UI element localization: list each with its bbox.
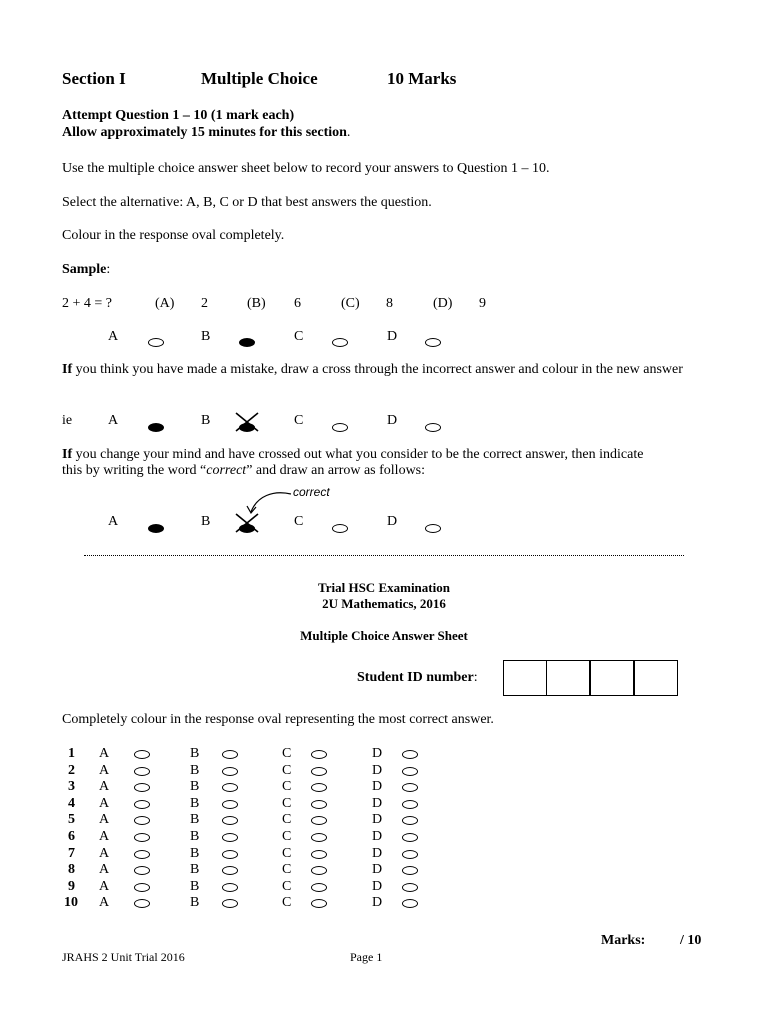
- option-letter: C: [282, 862, 292, 878]
- response-oval[interactable]: [311, 800, 327, 809]
- page-number: Page 1: [350, 950, 383, 964]
- oval-d: [425, 418, 441, 436]
- response-oval[interactable]: [222, 883, 238, 892]
- option-letter: B: [190, 829, 200, 844]
- letter-b: B: [201, 514, 211, 529]
- option-letter: C: [282, 845, 292, 861]
- sample-option-key: (B): [247, 296, 266, 311]
- question-number: 6: [68, 829, 75, 844]
- answer-row: [0, 812, 768, 829]
- instruction-1: Use the multiple choice answer sheet below to record your answers to Question 1 – 10.: [62, 161, 550, 176]
- option-letter: D: [372, 746, 383, 761]
- response-oval[interactable]: [311, 767, 327, 776]
- response-oval[interactable]: [311, 783, 327, 792]
- option-letter: C: [282, 746, 292, 761]
- response-oval[interactable]: [134, 767, 150, 776]
- option-letter: B: [190, 795, 200, 811]
- question-number: 3: [68, 779, 75, 795]
- option-letter: C: [282, 829, 292, 844]
- mistake-if: If: [62, 362, 73, 377]
- option-letter: A: [99, 845, 110, 861]
- option-letter: B: [190, 812, 200, 828]
- question-number: 5: [68, 812, 75, 828]
- letter-a: A: [108, 413, 119, 428]
- student-id-box-1[interactable]: [503, 660, 547, 696]
- response-oval[interactable]: [402, 883, 418, 892]
- answer-row: [0, 895, 768, 912]
- oval-d: [425, 333, 441, 351]
- response-oval[interactable]: [402, 800, 418, 809]
- response-oval[interactable]: [222, 783, 238, 792]
- mistake-text: you think you have made a mistake, draw a cross through the incorrect answer and colour in the new answer: [72, 362, 683, 377]
- letter-c: C: [294, 329, 304, 344]
- option-letter: A: [99, 829, 110, 844]
- question-number: 8: [68, 862, 75, 878]
- option-letter: D: [372, 762, 383, 778]
- sample-option-value: 8: [386, 296, 393, 311]
- option-letter: B: [190, 762, 200, 778]
- letter-d: D: [387, 514, 398, 529]
- response-oval[interactable]: [311, 899, 327, 908]
- change-text-1: you change your mind and have crossed out what you consider to be the correct answer, then indicate: [72, 447, 644, 462]
- cross-icon: [234, 412, 260, 432]
- response-oval[interactable]: [402, 783, 418, 792]
- attempt-text: Attempt Question 1 – 10 (1 mark each): [62, 108, 295, 123]
- instruction-3: Colour in the response oval completely.: [62, 228, 285, 243]
- response-oval[interactable]: [222, 850, 238, 859]
- option-letter: A: [99, 812, 110, 828]
- response-oval[interactable]: [134, 750, 150, 759]
- student-id-label: Student ID number:: [357, 670, 478, 685]
- answer-instruction: Completely colour in the response oval representing the most correct answer.: [62, 712, 494, 727]
- option-letter: D: [372, 895, 383, 911]
- oval-c: [332, 519, 348, 537]
- mistake-paragraph: [62, 362, 722, 378]
- marks-label: Marks:: [601, 933, 646, 948]
- option-letter: A: [99, 862, 110, 878]
- letter-a: A: [108, 329, 119, 344]
- answer-row: [0, 796, 768, 813]
- option-letter: B: [190, 746, 200, 761]
- sample-option-value: 9: [479, 296, 486, 311]
- change-text-2a: this by writing the word “: [62, 463, 207, 478]
- answer-row: [0, 746, 768, 763]
- response-oval[interactable]: [402, 750, 418, 759]
- letter-c: C: [294, 514, 304, 529]
- allow-text: Allow approximately 15 minutes for this section: [62, 125, 347, 140]
- response-oval[interactable]: [222, 800, 238, 809]
- instruction-2: Select the alternative: A, B, C or D that best answers the question.: [62, 195, 432, 210]
- letter-b: B: [201, 329, 211, 344]
- response-oval[interactable]: [222, 816, 238, 825]
- option-letter: B: [190, 895, 200, 911]
- sample-option-value: 2: [201, 296, 208, 311]
- response-oval[interactable]: [402, 899, 418, 908]
- allow-line: Allow approximately 15 minutes for this section.: [62, 125, 351, 140]
- section-label: Section I: [62, 69, 126, 88]
- response-oval[interactable]: [222, 899, 238, 908]
- response-oval[interactable]: [134, 883, 150, 892]
- option-letter: D: [372, 812, 383, 828]
- response-oval[interactable]: [311, 833, 327, 842]
- exam-subtitle: 2U Mathematics, 2016: [322, 596, 446, 611]
- oval-a-filled: [148, 519, 164, 537]
- student-id-box-2[interactable]: [546, 660, 590, 696]
- response-oval[interactable]: [134, 850, 150, 859]
- response-oval[interactable]: [311, 866, 327, 875]
- oval-a: [148, 333, 164, 351]
- option-letter: B: [190, 779, 200, 795]
- answer-row: [0, 763, 768, 780]
- option-letter: D: [372, 878, 383, 894]
- response-oval[interactable]: [311, 750, 327, 759]
- oval-c: [332, 418, 348, 436]
- response-oval[interactable]: [402, 767, 418, 776]
- question-number: 1: [68, 746, 75, 761]
- option-letter: D: [372, 845, 383, 861]
- change-line-2: [62, 463, 425, 479]
- question-number: 4: [68, 795, 75, 811]
- footer-exam-code: JRAHS 2 Unit Trial 2016: [62, 950, 185, 964]
- response-oval[interactable]: [134, 800, 150, 809]
- sample-heading: Sample:: [62, 262, 111, 277]
- question-number: 9: [68, 878, 75, 894]
- answer-row: [0, 779, 768, 796]
- letter-a: A: [108, 514, 119, 529]
- option-letter: D: [372, 795, 383, 811]
- option-letter: C: [282, 878, 292, 894]
- question-number: 10: [64, 895, 78, 911]
- response-oval[interactable]: [134, 783, 150, 792]
- option-letter: B: [190, 845, 200, 861]
- response-oval[interactable]: [134, 816, 150, 825]
- option-letter: A: [99, 746, 110, 761]
- response-oval[interactable]: [222, 866, 238, 875]
- letter-d: D: [387, 329, 398, 344]
- option-letter: C: [282, 895, 292, 911]
- change-text-2c: ” and draw an arrow as follows:: [246, 463, 426, 478]
- student-id-box-3[interactable]: [590, 660, 634, 696]
- oval-a-filled: [148, 418, 164, 436]
- response-oval[interactable]: [402, 833, 418, 842]
- answer-sheet-title: Multiple Choice Answer Sheet: [300, 628, 468, 643]
- answer-row: [0, 846, 768, 863]
- response-oval[interactable]: [222, 833, 238, 842]
- response-oval[interactable]: [222, 750, 238, 759]
- option-letter: A: [99, 795, 110, 811]
- option-letter: D: [372, 862, 383, 878]
- cut-line-divider: [84, 555, 684, 556]
- option-letter: D: [372, 829, 383, 844]
- letter-d: D: [387, 413, 398, 428]
- option-letter: D: [372, 779, 383, 795]
- section-marks: 10 Marks: [387, 69, 457, 88]
- sample-label: Sample: [62, 262, 107, 277]
- marks-value: / 10: [680, 933, 702, 948]
- oval-d: [425, 519, 441, 537]
- sample-option-key: (A): [155, 296, 175, 311]
- correct-annotation: correct: [293, 485, 330, 499]
- response-oval[interactable]: [222, 767, 238, 776]
- response-oval[interactable]: [402, 866, 418, 875]
- oval-c: [332, 333, 348, 351]
- change-if: If: [62, 447, 73, 462]
- option-letter: C: [282, 812, 292, 828]
- option-letter: A: [99, 895, 110, 911]
- option-letter: B: [190, 878, 200, 894]
- answer-row: [0, 879, 768, 896]
- response-oval[interactable]: [134, 833, 150, 842]
- sample-option-value: 6: [294, 296, 301, 311]
- question-number: 2: [68, 762, 75, 778]
- response-oval[interactable]: [311, 816, 327, 825]
- response-oval[interactable]: [311, 850, 327, 859]
- letter-b: B: [201, 413, 211, 428]
- option-letter: A: [99, 779, 110, 795]
- sample-option-key: (D): [433, 296, 453, 311]
- student-id-box-4[interactable]: [634, 660, 678, 696]
- response-oval[interactable]: [402, 816, 418, 825]
- ie-label: ie: [62, 413, 73, 428]
- question-number: 7: [68, 845, 75, 861]
- letter-c: C: [294, 413, 304, 428]
- oval-b-filled: [239, 333, 255, 351]
- change-line-1: [62, 447, 643, 463]
- option-letter: C: [282, 779, 292, 795]
- exam-title: Trial HSC Examination: [318, 580, 450, 595]
- change-correct-word: correct: [206, 463, 247, 478]
- response-oval[interactable]: [402, 850, 418, 859]
- option-letter: C: [282, 795, 292, 811]
- sample-option-key: (C): [341, 296, 360, 311]
- option-letter: B: [190, 862, 200, 878]
- option-letter: A: [99, 878, 110, 894]
- answer-row: [0, 829, 768, 846]
- sample-question: 2 + 4 = ?: [62, 296, 113, 311]
- answer-row: [0, 862, 768, 879]
- option-letter: A: [99, 762, 110, 778]
- cross-icon: [234, 513, 260, 533]
- response-oval[interactable]: [311, 883, 327, 892]
- section-type: Multiple Choice: [201, 69, 318, 88]
- response-oval[interactable]: [134, 866, 150, 875]
- response-oval[interactable]: [134, 899, 150, 908]
- option-letter: C: [282, 762, 292, 778]
